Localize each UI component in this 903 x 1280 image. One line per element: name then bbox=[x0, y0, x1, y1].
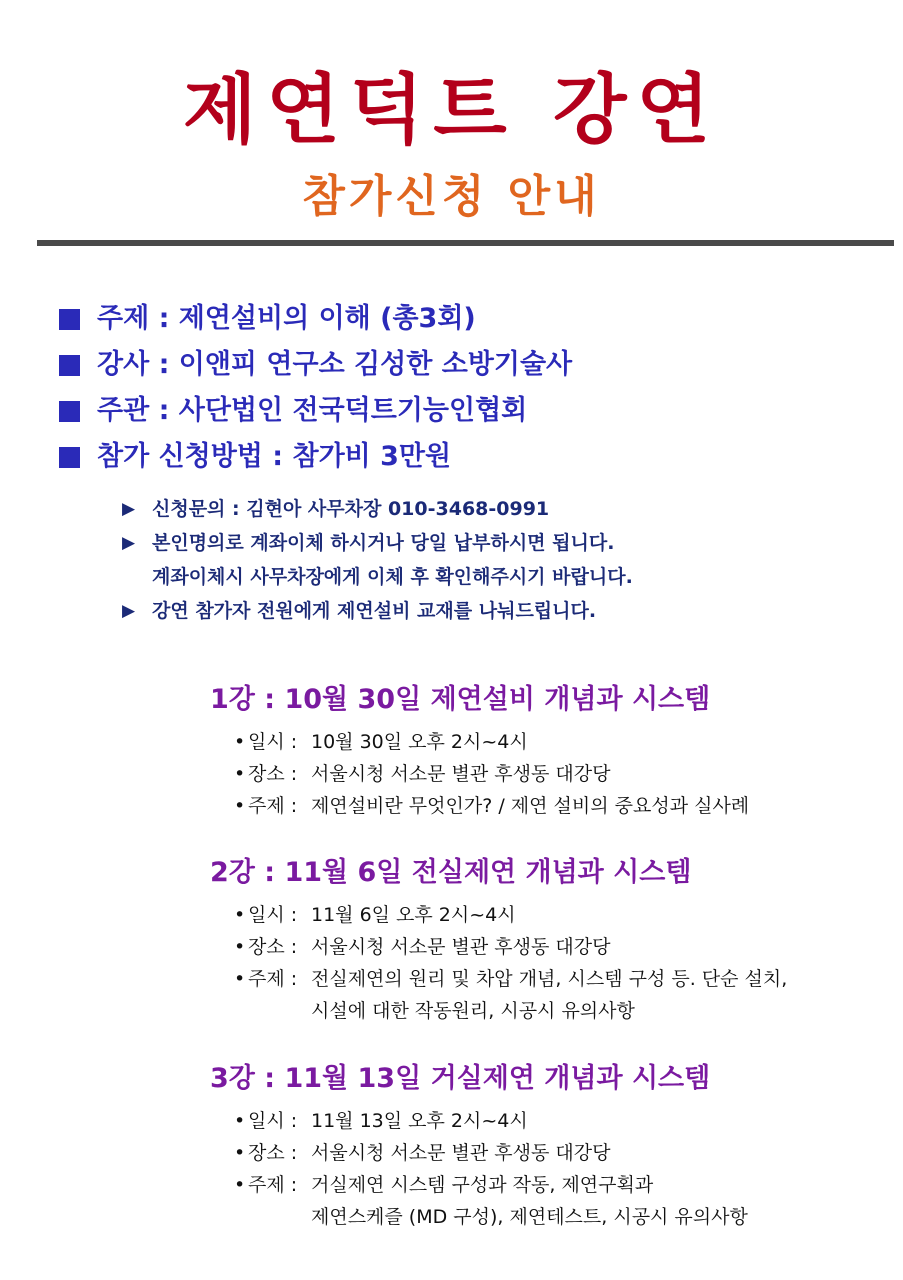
lecture-topic bbox=[234, 963, 787, 1027]
note-textbook bbox=[122, 594, 633, 628]
info-item-registration bbox=[55, 434, 572, 480]
lecture-topic bbox=[234, 1169, 748, 1233]
dot-bullet-icon: • bbox=[234, 763, 246, 785]
info-item-lecturer bbox=[55, 342, 572, 388]
square-bullet-icon bbox=[59, 355, 80, 376]
detail-value: 서울시청 서소문 별관 후생동 대강당 bbox=[311, 936, 611, 958]
detail-label: 주제 : bbox=[248, 1174, 298, 1196]
detail-label: 주제 : bbox=[248, 968, 298, 990]
detail-label: 주제 : bbox=[248, 795, 298, 817]
page-title: 제연덕트 강연 bbox=[183, 65, 720, 154]
triangle-bullet-icon: ▶ bbox=[122, 499, 136, 519]
detail-value: 11월 13일 오후 2시~4시 bbox=[311, 1110, 528, 1132]
info-text: 참가 신청방법 : 참가비 3만원 bbox=[97, 441, 452, 472]
detail-label: 일시 : bbox=[248, 731, 298, 753]
detail-label: 일시 : bbox=[248, 1110, 298, 1132]
info-list bbox=[55, 296, 572, 480]
detail-value: 시설에 대한 작동원리, 시공시 유의사항 bbox=[311, 1000, 635, 1022]
detail-value: 거실제연 시스템 구성과 작동, 제연구획과 bbox=[311, 1174, 654, 1196]
note-inquiry bbox=[122, 492, 633, 526]
lecture-topic bbox=[234, 790, 749, 822]
lecture-2 bbox=[210, 853, 787, 1027]
page-subtitle: 참가신청 안내 bbox=[302, 171, 601, 222]
lecture-1 bbox=[210, 680, 749, 822]
detail-value: 11월 6일 오후 2시~4시 bbox=[311, 904, 516, 926]
detail-label: 장소 : bbox=[248, 936, 298, 958]
detail-label: 장소 : bbox=[248, 763, 298, 785]
lecture-title: 1강 : 10월 30일 제연설비 개념과 시스템 bbox=[210, 684, 711, 715]
dot-bullet-icon: • bbox=[234, 1174, 246, 1196]
detail-label: 일시 : bbox=[248, 904, 298, 926]
triangle-bullet-icon: ▶ bbox=[122, 601, 136, 621]
note-text: 계좌이체시 사무차장에게 이체 후 확인해주시기 바랍니다. bbox=[152, 566, 633, 588]
lecture-title: 2강 : 11월 6일 전실제연 개념과 시스템 bbox=[210, 857, 692, 888]
lecture-place bbox=[234, 931, 787, 963]
square-bullet-icon bbox=[59, 401, 80, 422]
title-divider bbox=[37, 240, 894, 246]
dot-bullet-icon: • bbox=[234, 1110, 246, 1132]
dot-bullet-icon: • bbox=[234, 795, 246, 817]
detail-value: 전실제연의 원리 및 차압 개념, 시스템 구성 등. 단순 설치, bbox=[311, 968, 788, 990]
detail-value: 제연설비란 무엇인가? / 제연 설비의 중요성과 실사례 bbox=[311, 795, 750, 817]
triangle-bullet-icon: ▶ bbox=[122, 533, 136, 553]
info-text: 주관 : 사단법인 전국덕트기능인협회 bbox=[97, 395, 528, 426]
square-bullet-icon bbox=[59, 309, 80, 330]
lecture-3 bbox=[210, 1059, 748, 1233]
lecture-date bbox=[234, 726, 749, 758]
lecture-date bbox=[234, 1105, 748, 1137]
dot-bullet-icon: • bbox=[234, 904, 246, 926]
lecture-date bbox=[234, 899, 787, 931]
dot-bullet-icon: • bbox=[234, 936, 246, 958]
info-item-host bbox=[55, 388, 572, 434]
dot-bullet-icon: • bbox=[234, 731, 246, 753]
lecture-place bbox=[234, 758, 749, 790]
detail-label: 장소 : bbox=[248, 1142, 298, 1164]
note-text: 신청문의 : 김현아 사무차장 010-3468-0991 bbox=[152, 498, 550, 520]
note-payment bbox=[122, 526, 633, 594]
detail-value: 서울시청 서소문 별관 후생동 대강당 bbox=[311, 763, 611, 785]
note-text: 강연 참가자 전원에게 제연설비 교재를 나눠드립니다. bbox=[152, 600, 597, 622]
lecture-title: 3강 : 11월 13일 거실제연 개념과 시스템 bbox=[210, 1063, 711, 1094]
detail-value: 서울시청 서소문 별관 후생동 대강당 bbox=[311, 1142, 611, 1164]
dot-bullet-icon: • bbox=[234, 1142, 246, 1164]
detail-value: 10월 30일 오후 2시~4시 bbox=[311, 731, 528, 753]
info-text: 주제 : 제연설비의 이해 (총3회) bbox=[97, 303, 476, 334]
detail-value: 제연스케즐 (MD 구성), 제연테스트, 시공시 유의사항 bbox=[311, 1206, 748, 1228]
info-text: 강사 : 이앤피 연구소 김성한 소방기술사 bbox=[97, 349, 573, 380]
notes-list bbox=[122, 492, 633, 628]
dot-bullet-icon: • bbox=[234, 968, 246, 990]
square-bullet-icon bbox=[59, 447, 80, 468]
note-text: 본인명의로 계좌이체 하시거나 당일 납부하시면 됩니다. bbox=[152, 532, 615, 554]
lecture-place bbox=[234, 1137, 748, 1169]
info-item-topic bbox=[55, 296, 572, 342]
